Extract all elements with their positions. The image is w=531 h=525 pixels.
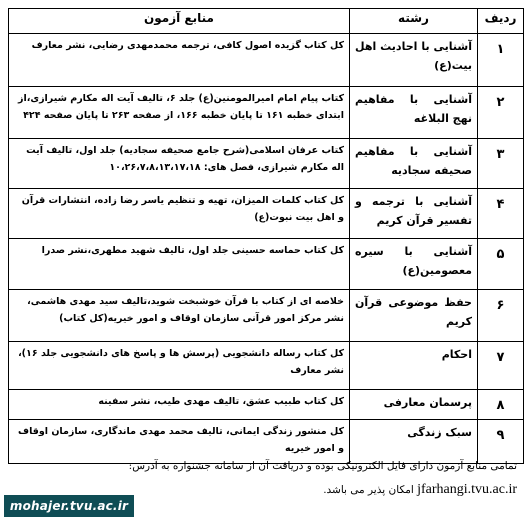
table-row [9, 87, 524, 139]
row-field: آشنایی با مفاهیم صحیفه سجادیه [350, 139, 478, 189]
row-sources: کل کتاب رساله دانشجویی (پرسش ها و پاسخ های دانشجویی جلد ۱۶)، نشر معارف [9, 342, 350, 390]
row-number: ۲ [478, 87, 524, 139]
table-header-row [9, 9, 524, 34]
row-sources: کل کتاب حماسه حسینی جلد اول، تالیف شهید مطهری،نشر صدرا [9, 239, 350, 290]
row-sources: کتاب عرفان اسلامی(شرح جامع صحیفه سجادیه) جلد اول، تالیف آیت اله مکارم شیرازی، فصل های: ۱۰،۲۶،۷،۸،۱۳،۱۷،۱۸ [9, 139, 350, 189]
row-number: ۳ [478, 139, 524, 189]
row-number: ۹ [478, 420, 524, 464]
row-number: ۸ [478, 390, 524, 420]
row-number: ۷ [478, 342, 524, 390]
row-field: آشنایی با سیره معصومین(ع) [350, 239, 478, 290]
row-field: سبک زندگی [350, 420, 478, 464]
table-row [9, 239, 524, 290]
row-field: احکام [350, 342, 478, 390]
footer-line-2-suffix: امکان پذیر می باشد. [323, 484, 414, 496]
table-row [9, 139, 524, 189]
table-row [9, 342, 524, 390]
row-sources: کتاب پیام امام امیرالمومنین(ع) جلد ۶، تالیف آیت اله مکارم شیرازی،از ابتدای خطبه ۱۶۱ تا پایان خطبه ۱۶۶، از صفحه ۲۶۳ تا پایان صفحه ۴۲۴ [9, 87, 350, 139]
footer-line-1: تمامی منابع آزمون دارای فایل الکترونیکی بوده و دریافت آن از سامانه جشنواره به آدرس: [128, 460, 517, 472]
exam-sources-table [8, 8, 524, 464]
header-field: رشته [350, 9, 478, 34]
row-sources: کل منشور زندگی ایمانی، تالیف محمد مهدی ماندگاری، سازمان اوقاف و امور خیریه [9, 420, 350, 464]
row-number: ۴ [478, 189, 524, 239]
table-row [9, 290, 524, 342]
row-field: حفظ موضوعی قرآن کریم [350, 290, 478, 342]
row-sources: کل کتاب طبیب عشق، تالیف مهدی طیب، نشر سفینه [9, 390, 350, 420]
row-field: آشنایی با مفاهیم نهج البلاغه [350, 87, 478, 139]
row-number: ۶ [478, 290, 524, 342]
header-sources: منابع آزمون [9, 9, 350, 34]
row-sources: کل کتاب گزیده اصول کافی، ترجمه محمدمهدی رضایی، نشر معارف [9, 34, 350, 87]
row-number: ۵ [478, 239, 524, 290]
exam-sources-table-container [8, 8, 523, 464]
festival-site-link[interactable]: jfarhangi.tvu.ac.ir [417, 482, 517, 497]
row-field: پرسمان معارفی [350, 390, 478, 420]
row-number: ۱ [478, 34, 524, 87]
row-field: آشنایی با ترجمه و تفسیر قرآن کریم [350, 189, 478, 239]
watermark-badge [4, 495, 134, 517]
table-row [9, 390, 524, 420]
table-row [9, 34, 524, 87]
row-sources: خلاصه ای از کتاب با قرآن خوشبخت شوید،تالیف سید مهدی هاشمی، نشر مرکز امور قرآنی سازمان اوقاف و امور خیریه(کل کتاب) [9, 290, 350, 342]
watermark-text: mohajer.tvu.ac.ir [9, 499, 129, 513]
table-row [9, 189, 524, 239]
header-row-number: ردیف [478, 9, 524, 34]
row-field: آشنایی با احادیث اهل بیت(ع) [350, 34, 478, 87]
row-sources: کل کتاب کلمات المیزان، تهیه و تنظیم یاسر رضا زاده، انتشارات قرآن و اهل بیت نبوت(ع) [9, 189, 350, 239]
